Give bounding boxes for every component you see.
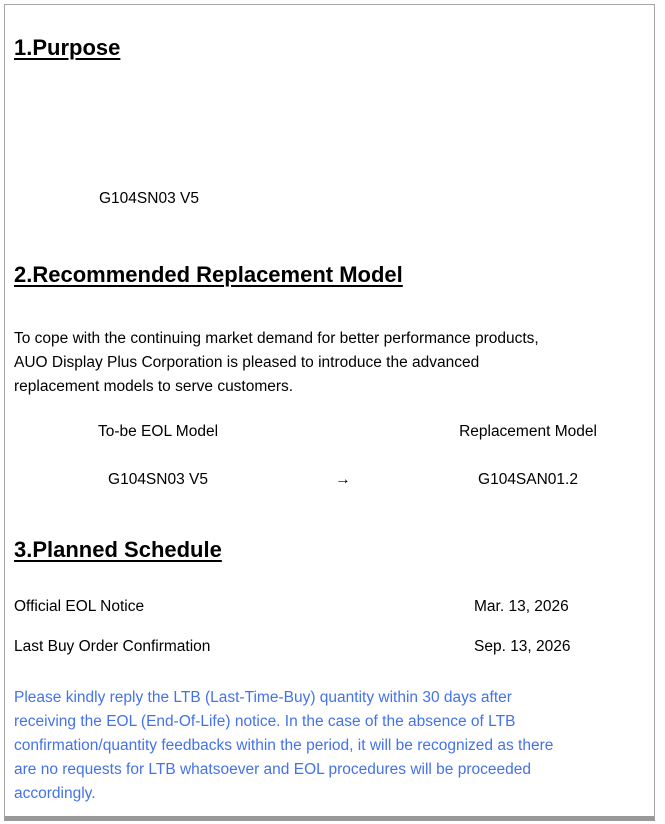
schedule-row-label: Official EOL Notice [14, 598, 145, 615]
notice-line: accordingly. [14, 785, 96, 802]
notice-line: confirmation/quantity feedbacks within the period, it will be recognized as there [14, 737, 554, 754]
notice-line: are no requests for LTB whatsoever and EOL procedures will be proceeded [14, 761, 531, 778]
notice-line: receiving the EOL (End-Of-Life) notice. In the case of the absence of LTB [14, 713, 516, 730]
right-arrow-icon: → [335, 471, 351, 488]
paragraph-line: AUO Display Plus Corporation is pleased to introduce the advanced [14, 354, 480, 371]
replacement-intro-paragraph [14, 327, 634, 399]
paragraph-line: To cope with the continuing market demand for better performance products, [14, 330, 539, 347]
replacement-model-column-header: Replacement Model [459, 423, 597, 440]
ltb-notice-paragraph [14, 686, 654, 806]
replacement-model-value: G104SAN01.2 [478, 471, 578, 488]
eol-model-value: G104SN03 V5 [108, 471, 208, 488]
schedule-row-date: Sep. 13, 2026 [474, 638, 571, 655]
purpose-section-heading: 1.Purpose [14, 35, 121, 60]
notice-line: Please kindly reply the LTB (Last-Time-Buy) quantity within 30 days after [14, 689, 512, 706]
paragraph-line: replacement models to serve customers. [14, 378, 294, 395]
purpose-model-text: G104SN03 V5 [99, 190, 199, 207]
schedule-section-heading: 3.Planned Schedule [14, 537, 222, 562]
document-page [4, 4, 655, 821]
schedule-row-label: Last Buy Order Confirmation [14, 638, 211, 655]
schedule-row-date: Mar. 13, 2026 [474, 598, 569, 615]
eol-model-column-header: To-be EOL Model [97, 423, 219, 440]
replacement-section-heading: 2.Recommended Replacement Model [14, 262, 403, 287]
